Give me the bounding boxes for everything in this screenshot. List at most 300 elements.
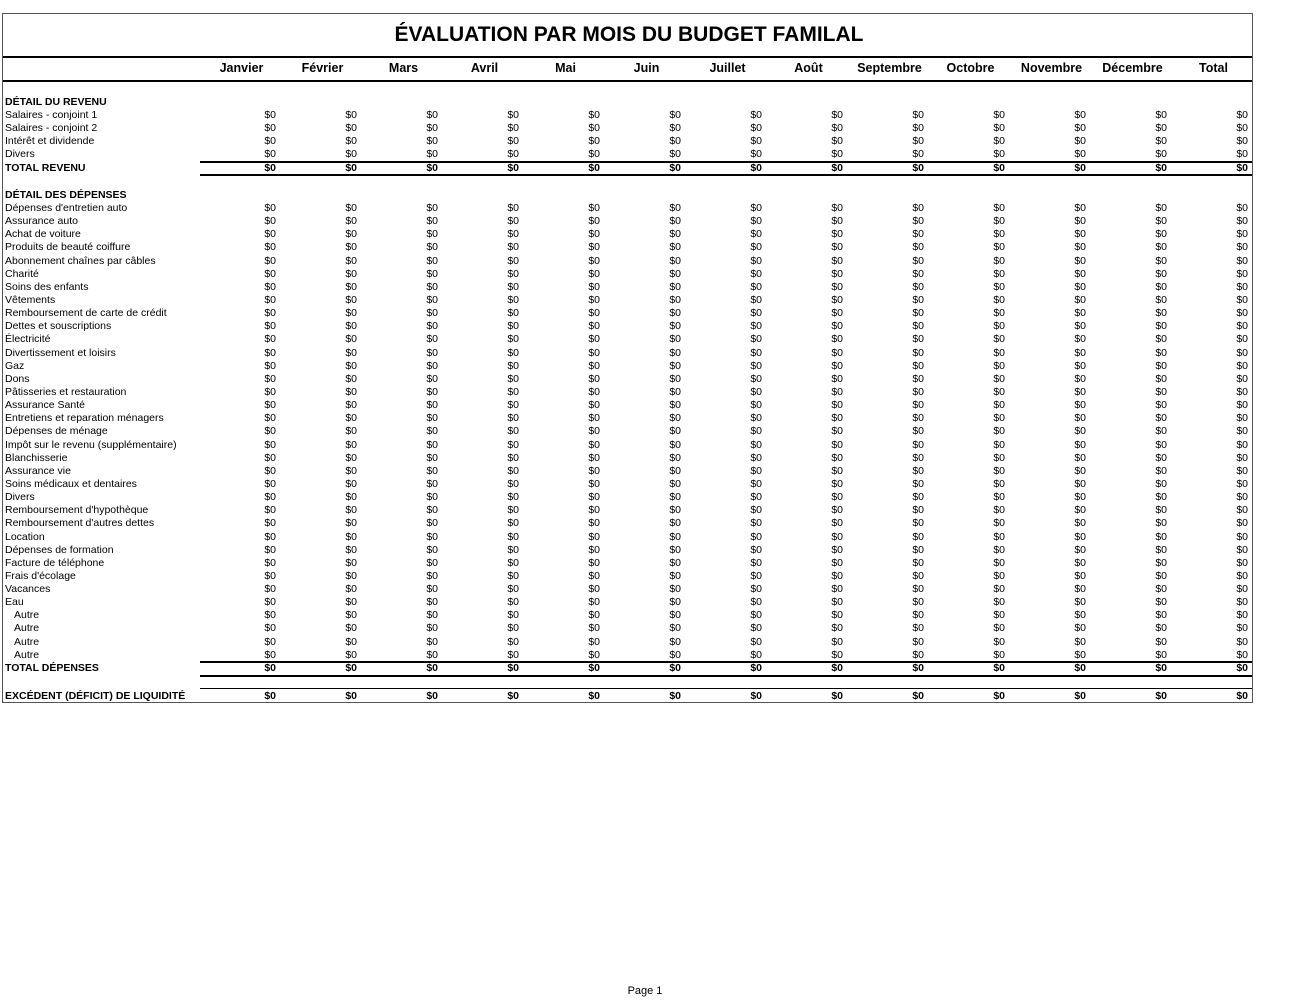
- cell-avril[interactable]: $0: [507, 293, 519, 306]
- cell-août[interactable]: $0: [831, 609, 843, 622]
- cell-août[interactable]: $0: [831, 399, 843, 412]
- cell-janvier[interactable]: $0: [264, 385, 276, 398]
- cell-octobre[interactable]: $0: [993, 241, 1005, 254]
- cell-février[interactable]: $0: [345, 504, 357, 517]
- cell-décembre[interactable]: $0: [1155, 148, 1167, 160]
- cell-août[interactable]: $0: [831, 504, 843, 517]
- cell-juin[interactable]: $0: [669, 622, 681, 635]
- cell-avril[interactable]: $0: [507, 609, 519, 622]
- cell-novembre[interactable]: $0: [1074, 530, 1086, 543]
- cell-août[interactable]: $0: [831, 280, 843, 293]
- cell-octobre[interactable]: $0: [993, 596, 1005, 609]
- cell-juillet[interactable]: $0: [750, 596, 762, 609]
- cell-septembre[interactable]: $0: [912, 333, 924, 346]
- cell-janvier[interactable]: $0: [264, 280, 276, 293]
- cell-décembre[interactable]: $0: [1155, 556, 1167, 569]
- cell-total[interactable]: $0: [1236, 425, 1248, 438]
- cell-mai[interactable]: $0: [588, 690, 600, 702]
- cell-mars[interactable]: $0: [426, 162, 438, 174]
- cell-mai[interactable]: $0: [588, 385, 600, 398]
- cell-mai[interactable]: $0: [588, 609, 600, 622]
- cell-juillet[interactable]: $0: [750, 477, 762, 490]
- cell-mai[interactable]: $0: [588, 254, 600, 267]
- cell-janvier[interactable]: $0: [264, 162, 276, 174]
- cell-septembre[interactable]: $0: [912, 162, 924, 174]
- cell-total[interactable]: $0: [1236, 530, 1248, 543]
- cell-octobre[interactable]: $0: [993, 464, 1005, 477]
- cell-mars[interactable]: $0: [426, 333, 438, 346]
- cell-mars[interactable]: $0: [426, 202, 438, 214]
- cell-juillet[interactable]: $0: [750, 622, 762, 635]
- cell-mai[interactable]: $0: [588, 399, 600, 412]
- cell-novembre[interactable]: $0: [1074, 280, 1086, 293]
- cell-septembre[interactable]: $0: [912, 425, 924, 438]
- cell-novembre[interactable]: $0: [1074, 662, 1086, 674]
- cell-mai[interactable]: $0: [588, 293, 600, 306]
- cell-juillet[interactable]: $0: [750, 267, 762, 280]
- cell-octobre[interactable]: $0: [993, 162, 1005, 174]
- cell-mai[interactable]: $0: [588, 648, 600, 661]
- cell-août[interactable]: $0: [831, 254, 843, 267]
- cell-septembre[interactable]: $0: [912, 254, 924, 267]
- cell-juin[interactable]: $0: [669, 569, 681, 582]
- cell-total[interactable]: $0: [1236, 556, 1248, 569]
- cell-septembre[interactable]: $0: [912, 451, 924, 464]
- cell-juin[interactable]: $0: [669, 635, 681, 648]
- cell-octobre[interactable]: $0: [993, 477, 1005, 490]
- cell-octobre[interactable]: $0: [993, 280, 1005, 293]
- cell-novembre[interactable]: $0: [1074, 635, 1086, 648]
- cell-août[interactable]: $0: [831, 412, 843, 425]
- cell-mai[interactable]: $0: [588, 477, 600, 490]
- cell-août[interactable]: $0: [831, 477, 843, 490]
- cell-novembre[interactable]: $0: [1074, 307, 1086, 320]
- cell-août[interactable]: $0: [831, 451, 843, 464]
- cell-septembre[interactable]: $0: [912, 412, 924, 425]
- cell-janvier[interactable]: $0: [264, 556, 276, 569]
- cell-août[interactable]: $0: [831, 569, 843, 582]
- cell-juin[interactable]: $0: [669, 359, 681, 372]
- cell-février[interactable]: $0: [345, 425, 357, 438]
- cell-août[interactable]: $0: [831, 690, 843, 702]
- cell-mai[interactable]: $0: [588, 215, 600, 228]
- cell-janvier[interactable]: $0: [264, 333, 276, 346]
- cell-mai[interactable]: $0: [588, 162, 600, 174]
- cell-avril[interactable]: $0: [507, 543, 519, 556]
- cell-avril[interactable]: $0: [507, 215, 519, 228]
- cell-total[interactable]: $0: [1236, 280, 1248, 293]
- cell-décembre[interactable]: $0: [1155, 622, 1167, 635]
- cell-novembre[interactable]: $0: [1074, 122, 1086, 134]
- cell-décembre[interactable]: $0: [1155, 609, 1167, 622]
- cell-février[interactable]: $0: [345, 556, 357, 569]
- cell-avril[interactable]: $0: [507, 148, 519, 160]
- cell-décembre[interactable]: $0: [1155, 596, 1167, 609]
- cell-décembre[interactable]: $0: [1155, 293, 1167, 306]
- cell-février[interactable]: $0: [345, 385, 357, 398]
- cell-juillet[interactable]: $0: [750, 372, 762, 385]
- cell-juillet[interactable]: $0: [750, 556, 762, 569]
- cell-juin[interactable]: $0: [669, 148, 681, 160]
- cell-août[interactable]: $0: [831, 648, 843, 661]
- cell-septembre[interactable]: $0: [912, 359, 924, 372]
- cell-novembre[interactable]: $0: [1074, 254, 1086, 267]
- cell-février[interactable]: $0: [345, 517, 357, 530]
- cell-avril[interactable]: $0: [507, 346, 519, 359]
- cell-septembre[interactable]: $0: [912, 464, 924, 477]
- cell-septembre[interactable]: $0: [912, 109, 924, 121]
- cell-total[interactable]: $0: [1236, 583, 1248, 596]
- cell-novembre[interactable]: $0: [1074, 425, 1086, 438]
- cell-novembre[interactable]: $0: [1074, 320, 1086, 333]
- cell-avril[interactable]: $0: [507, 385, 519, 398]
- cell-mai[interactable]: $0: [588, 241, 600, 254]
- cell-décembre[interactable]: $0: [1155, 346, 1167, 359]
- cell-mars[interactable]: $0: [426, 122, 438, 134]
- cell-juin[interactable]: $0: [669, 504, 681, 517]
- cell-juin[interactable]: $0: [669, 333, 681, 346]
- cell-août[interactable]: $0: [831, 307, 843, 320]
- cell-octobre[interactable]: $0: [993, 372, 1005, 385]
- cell-juillet[interactable]: $0: [750, 464, 762, 477]
- cell-novembre[interactable]: $0: [1074, 412, 1086, 425]
- cell-novembre[interactable]: $0: [1074, 583, 1086, 596]
- cell-juin[interactable]: $0: [669, 202, 681, 214]
- cell-total[interactable]: $0: [1236, 569, 1248, 582]
- cell-juillet[interactable]: $0: [750, 215, 762, 228]
- cell-août[interactable]: $0: [831, 491, 843, 504]
- cell-novembre[interactable]: $0: [1074, 148, 1086, 160]
- cell-janvier[interactable]: $0: [264, 543, 276, 556]
- cell-juillet[interactable]: $0: [750, 412, 762, 425]
- cell-mai[interactable]: $0: [588, 372, 600, 385]
- cell-septembre[interactable]: $0: [912, 491, 924, 504]
- cell-novembre[interactable]: $0: [1074, 202, 1086, 214]
- cell-octobre[interactable]: $0: [993, 202, 1005, 214]
- cell-août[interactable]: $0: [831, 438, 843, 451]
- cell-mars[interactable]: $0: [426, 280, 438, 293]
- cell-octobre[interactable]: $0: [993, 148, 1005, 160]
- cell-mai[interactable]: $0: [588, 569, 600, 582]
- cell-mai[interactable]: $0: [588, 464, 600, 477]
- cell-mars[interactable]: $0: [426, 622, 438, 635]
- cell-mars[interactable]: $0: [426, 504, 438, 517]
- cell-août[interactable]: $0: [831, 583, 843, 596]
- cell-août[interactable]: $0: [831, 228, 843, 241]
- cell-juin[interactable]: $0: [669, 280, 681, 293]
- cell-janvier[interactable]: $0: [264, 491, 276, 504]
- cell-décembre[interactable]: $0: [1155, 648, 1167, 661]
- cell-octobre[interactable]: $0: [993, 109, 1005, 121]
- cell-septembre[interactable]: $0: [912, 399, 924, 412]
- cell-septembre[interactable]: $0: [912, 504, 924, 517]
- cell-total[interactable]: $0: [1236, 491, 1248, 504]
- cell-mars[interactable]: $0: [426, 346, 438, 359]
- cell-juin[interactable]: $0: [669, 254, 681, 267]
- cell-janvier[interactable]: $0: [264, 254, 276, 267]
- cell-novembre[interactable]: $0: [1074, 267, 1086, 280]
- cell-janvier[interactable]: $0: [264, 648, 276, 661]
- cell-octobre[interactable]: $0: [993, 293, 1005, 306]
- cell-septembre[interactable]: $0: [912, 385, 924, 398]
- cell-octobre[interactable]: $0: [993, 517, 1005, 530]
- cell-octobre[interactable]: $0: [993, 438, 1005, 451]
- cell-juin[interactable]: $0: [669, 477, 681, 490]
- cell-août[interactable]: $0: [831, 122, 843, 134]
- cell-juin[interactable]: $0: [669, 293, 681, 306]
- cell-mars[interactable]: $0: [426, 662, 438, 674]
- cell-décembre[interactable]: $0: [1155, 399, 1167, 412]
- cell-juin[interactable]: $0: [669, 609, 681, 622]
- cell-mars[interactable]: $0: [426, 109, 438, 121]
- cell-mars[interactable]: $0: [426, 385, 438, 398]
- cell-total[interactable]: $0: [1236, 543, 1248, 556]
- cell-juillet[interactable]: $0: [750, 609, 762, 622]
- cell-janvier[interactable]: $0: [264, 359, 276, 372]
- cell-janvier[interactable]: $0: [264, 228, 276, 241]
- cell-novembre[interactable]: $0: [1074, 451, 1086, 464]
- cell-avril[interactable]: $0: [507, 122, 519, 134]
- cell-février[interactable]: $0: [345, 109, 357, 121]
- cell-avril[interactable]: $0: [507, 399, 519, 412]
- cell-mai[interactable]: $0: [588, 451, 600, 464]
- cell-avril[interactable]: $0: [507, 254, 519, 267]
- cell-juin[interactable]: $0: [669, 228, 681, 241]
- cell-novembre[interactable]: $0: [1074, 464, 1086, 477]
- cell-juin[interactable]: $0: [669, 346, 681, 359]
- cell-janvier[interactable]: $0: [264, 372, 276, 385]
- cell-avril[interactable]: $0: [507, 333, 519, 346]
- cell-mars[interactable]: $0: [426, 293, 438, 306]
- cell-novembre[interactable]: $0: [1074, 556, 1086, 569]
- cell-juin[interactable]: $0: [669, 438, 681, 451]
- cell-août[interactable]: $0: [831, 267, 843, 280]
- cell-novembre[interactable]: $0: [1074, 241, 1086, 254]
- cell-février[interactable]: $0: [345, 583, 357, 596]
- cell-décembre[interactable]: $0: [1155, 438, 1167, 451]
- cell-août[interactable]: $0: [831, 372, 843, 385]
- cell-juin[interactable]: $0: [669, 648, 681, 661]
- cell-juin[interactable]: $0: [669, 399, 681, 412]
- cell-octobre[interactable]: $0: [993, 569, 1005, 582]
- cell-total[interactable]: $0: [1236, 609, 1248, 622]
- cell-décembre[interactable]: $0: [1155, 504, 1167, 517]
- cell-septembre[interactable]: $0: [912, 583, 924, 596]
- cell-janvier[interactable]: $0: [264, 320, 276, 333]
- cell-décembre[interactable]: $0: [1155, 359, 1167, 372]
- cell-total[interactable]: $0: [1236, 215, 1248, 228]
- cell-mars[interactable]: $0: [426, 412, 438, 425]
- cell-janvier[interactable]: $0: [264, 307, 276, 320]
- cell-mars[interactable]: $0: [426, 399, 438, 412]
- cell-novembre[interactable]: $0: [1074, 162, 1086, 174]
- cell-novembre[interactable]: $0: [1074, 622, 1086, 635]
- cell-septembre[interactable]: $0: [912, 372, 924, 385]
- cell-mai[interactable]: $0: [588, 438, 600, 451]
- cell-août[interactable]: $0: [831, 425, 843, 438]
- cell-mai[interactable]: $0: [588, 517, 600, 530]
- cell-juillet[interactable]: $0: [750, 451, 762, 464]
- cell-mars[interactable]: $0: [426, 372, 438, 385]
- cell-novembre[interactable]: $0: [1074, 491, 1086, 504]
- cell-novembre[interactable]: $0: [1074, 609, 1086, 622]
- cell-août[interactable]: $0: [831, 517, 843, 530]
- cell-novembre[interactable]: $0: [1074, 293, 1086, 306]
- cell-juin[interactable]: $0: [669, 425, 681, 438]
- cell-mai[interactable]: $0: [588, 556, 600, 569]
- cell-total[interactable]: $0: [1236, 412, 1248, 425]
- cell-septembre[interactable]: $0: [912, 648, 924, 661]
- cell-décembre[interactable]: $0: [1155, 690, 1167, 702]
- cell-novembre[interactable]: $0: [1074, 385, 1086, 398]
- cell-septembre[interactable]: $0: [912, 215, 924, 228]
- cell-total[interactable]: $0: [1236, 451, 1248, 464]
- cell-juillet[interactable]: $0: [750, 162, 762, 174]
- cell-juillet[interactable]: $0: [750, 293, 762, 306]
- cell-juin[interactable]: $0: [669, 596, 681, 609]
- cell-décembre[interactable]: $0: [1155, 241, 1167, 254]
- cell-total[interactable]: $0: [1236, 228, 1248, 241]
- cell-mars[interactable]: $0: [426, 648, 438, 661]
- cell-août[interactable]: $0: [831, 385, 843, 398]
- cell-septembre[interactable]: $0: [912, 556, 924, 569]
- cell-mars[interactable]: $0: [426, 609, 438, 622]
- cell-octobre[interactable]: $0: [993, 320, 1005, 333]
- cell-avril[interactable]: $0: [507, 109, 519, 121]
- cell-août[interactable]: $0: [831, 202, 843, 214]
- cell-mai[interactable]: $0: [588, 267, 600, 280]
- cell-septembre[interactable]: $0: [912, 241, 924, 254]
- cell-mai[interactable]: $0: [588, 412, 600, 425]
- cell-décembre[interactable]: $0: [1155, 333, 1167, 346]
- cell-octobre[interactable]: $0: [993, 543, 1005, 556]
- cell-avril[interactable]: $0: [507, 267, 519, 280]
- cell-total[interactable]: $0: [1236, 504, 1248, 517]
- cell-avril[interactable]: $0: [507, 307, 519, 320]
- cell-octobre[interactable]: $0: [993, 690, 1005, 702]
- cell-juin[interactable]: $0: [669, 517, 681, 530]
- cell-mars[interactable]: $0: [426, 425, 438, 438]
- cell-juillet[interactable]: $0: [750, 280, 762, 293]
- cell-février[interactable]: $0: [345, 162, 357, 174]
- cell-février[interactable]: $0: [345, 491, 357, 504]
- cell-janvier[interactable]: $0: [264, 412, 276, 425]
- cell-février[interactable]: $0: [345, 267, 357, 280]
- cell-juin[interactable]: $0: [669, 583, 681, 596]
- cell-mars[interactable]: $0: [426, 267, 438, 280]
- cell-juin[interactable]: $0: [669, 109, 681, 121]
- cell-mars[interactable]: $0: [426, 359, 438, 372]
- cell-total[interactable]: $0: [1236, 135, 1248, 147]
- cell-avril[interactable]: $0: [507, 530, 519, 543]
- cell-mai[interactable]: $0: [588, 622, 600, 635]
- cell-total[interactable]: $0: [1236, 596, 1248, 609]
- cell-avril[interactable]: $0: [507, 135, 519, 147]
- cell-décembre[interactable]: $0: [1155, 307, 1167, 320]
- cell-mars[interactable]: $0: [426, 583, 438, 596]
- cell-avril[interactable]: $0: [507, 464, 519, 477]
- cell-total[interactable]: $0: [1236, 162, 1248, 174]
- cell-août[interactable]: $0: [831, 530, 843, 543]
- cell-novembre[interactable]: $0: [1074, 228, 1086, 241]
- cell-janvier[interactable]: $0: [264, 609, 276, 622]
- cell-janvier[interactable]: $0: [264, 293, 276, 306]
- cell-avril[interactable]: $0: [507, 583, 519, 596]
- cell-juillet[interactable]: $0: [750, 228, 762, 241]
- cell-décembre[interactable]: $0: [1155, 267, 1167, 280]
- cell-janvier[interactable]: $0: [264, 583, 276, 596]
- cell-septembre[interactable]: $0: [912, 135, 924, 147]
- cell-juillet[interactable]: $0: [750, 307, 762, 320]
- cell-avril[interactable]: $0: [507, 280, 519, 293]
- cell-décembre[interactable]: $0: [1155, 280, 1167, 293]
- cell-août[interactable]: $0: [831, 556, 843, 569]
- cell-novembre[interactable]: $0: [1074, 504, 1086, 517]
- cell-avril[interactable]: $0: [507, 412, 519, 425]
- cell-janvier[interactable]: $0: [264, 596, 276, 609]
- cell-février[interactable]: $0: [345, 609, 357, 622]
- cell-février[interactable]: $0: [345, 293, 357, 306]
- cell-mai[interactable]: $0: [588, 504, 600, 517]
- cell-novembre[interactable]: $0: [1074, 477, 1086, 490]
- cell-octobre[interactable]: $0: [993, 556, 1005, 569]
- cell-octobre[interactable]: $0: [993, 385, 1005, 398]
- cell-septembre[interactable]: $0: [912, 202, 924, 214]
- cell-août[interactable]: $0: [831, 215, 843, 228]
- cell-juillet[interactable]: $0: [750, 202, 762, 214]
- cell-juin[interactable]: $0: [669, 267, 681, 280]
- cell-total[interactable]: $0: [1236, 622, 1248, 635]
- cell-total[interactable]: $0: [1236, 122, 1248, 134]
- cell-mai[interactable]: $0: [588, 346, 600, 359]
- cell-mars[interactable]: $0: [426, 530, 438, 543]
- cell-décembre[interactable]: $0: [1155, 662, 1167, 674]
- cell-décembre[interactable]: $0: [1155, 215, 1167, 228]
- cell-avril[interactable]: $0: [507, 635, 519, 648]
- cell-juin[interactable]: $0: [669, 122, 681, 134]
- cell-mars[interactable]: $0: [426, 254, 438, 267]
- cell-total[interactable]: $0: [1236, 517, 1248, 530]
- cell-novembre[interactable]: $0: [1074, 109, 1086, 121]
- cell-avril[interactable]: $0: [507, 491, 519, 504]
- cell-décembre[interactable]: $0: [1155, 569, 1167, 582]
- cell-avril[interactable]: $0: [507, 504, 519, 517]
- cell-septembre[interactable]: $0: [912, 122, 924, 134]
- cell-novembre[interactable]: $0: [1074, 438, 1086, 451]
- cell-juillet[interactable]: $0: [750, 320, 762, 333]
- cell-janvier[interactable]: $0: [264, 346, 276, 359]
- cell-août[interactable]: $0: [831, 333, 843, 346]
- cell-total[interactable]: $0: [1236, 241, 1248, 254]
- cell-juillet[interactable]: $0: [750, 491, 762, 504]
- cell-février[interactable]: $0: [345, 530, 357, 543]
- cell-mai[interactable]: $0: [588, 109, 600, 121]
- cell-octobre[interactable]: $0: [993, 122, 1005, 134]
- cell-mars[interactable]: $0: [426, 477, 438, 490]
- cell-total[interactable]: $0: [1236, 662, 1248, 674]
- cell-juillet[interactable]: $0: [750, 122, 762, 134]
- cell-juin[interactable]: $0: [669, 320, 681, 333]
- cell-mars[interactable]: $0: [426, 635, 438, 648]
- cell-juillet[interactable]: $0: [750, 254, 762, 267]
- cell-novembre[interactable]: $0: [1074, 135, 1086, 147]
- cell-janvier[interactable]: $0: [264, 464, 276, 477]
- cell-octobre[interactable]: $0: [993, 451, 1005, 464]
- cell-janvier[interactable]: $0: [264, 215, 276, 228]
- cell-total[interactable]: $0: [1236, 254, 1248, 267]
- cell-février[interactable]: $0: [345, 215, 357, 228]
- cell-février[interactable]: $0: [345, 622, 357, 635]
